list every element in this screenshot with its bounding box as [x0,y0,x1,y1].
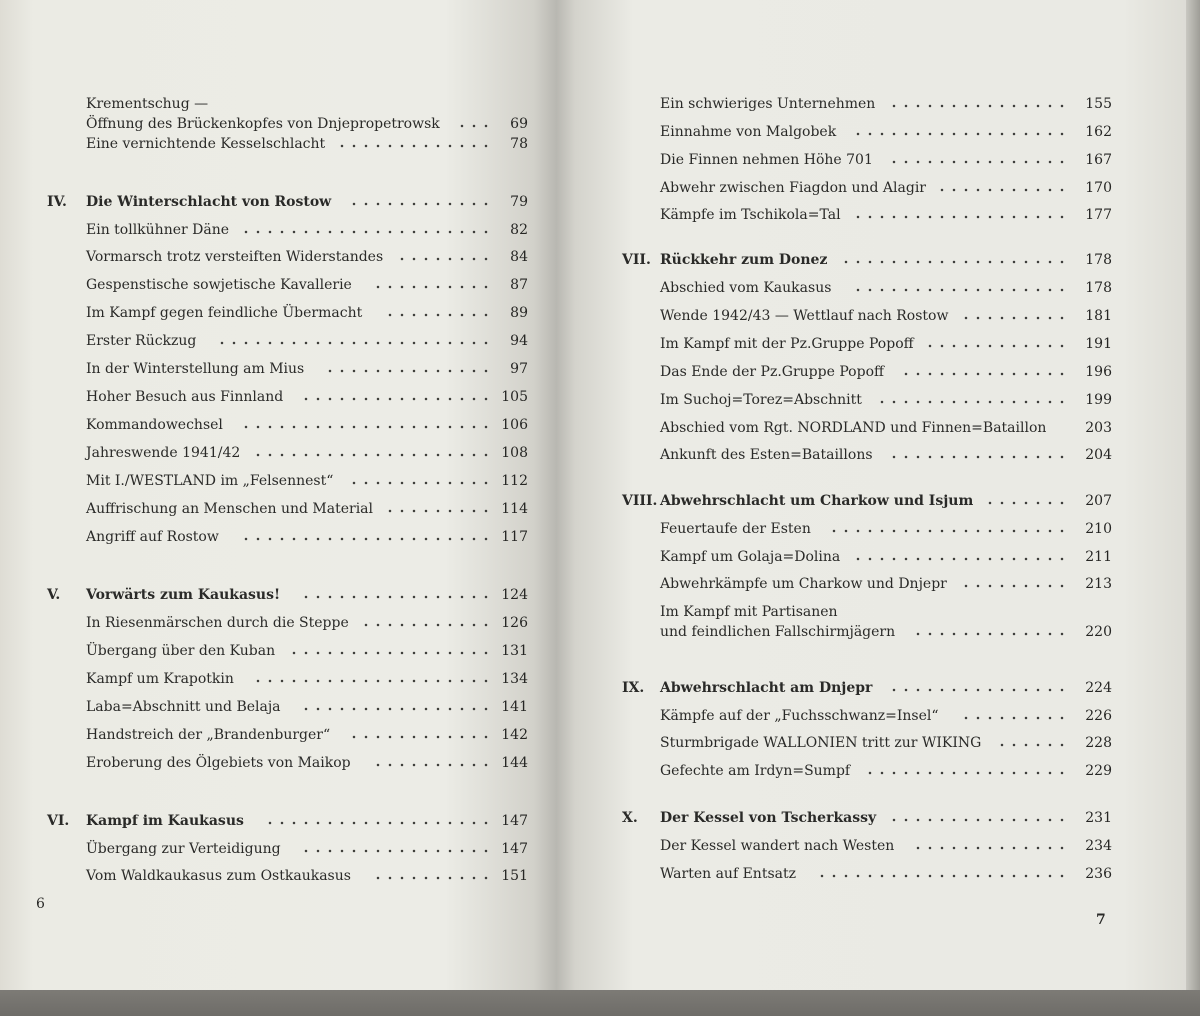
page-number: 144 [501,755,528,771]
entry-title: Handstreich der „Brandenburger“ [86,727,331,743]
toc-entry [0,152,1200,170]
entry-title: Das Ende der Pz.Gruppe Popoff [660,364,884,380]
page-number: 177 [1085,207,1112,223]
page-number: 147 [501,813,528,829]
toc-entry [0,420,1200,438]
page-number: 87 [510,277,528,293]
dot-leader [828,526,1064,536]
dot-leader [960,713,1064,723]
table-shadow [0,990,1200,1016]
page-number: 236 [1085,866,1112,882]
page-number: 147 [501,841,528,857]
dot-leader [816,871,1064,881]
page-number: 231 [1085,810,1112,826]
page-number: 84 [510,249,528,265]
entry-title: Einnahme von Malgobek [660,124,837,140]
entry-title: Laba=Abschnitt und Belaja [86,699,281,715]
page-number: 82 [510,222,528,238]
toc-entry [0,364,1200,382]
page-number: 178 [1085,280,1112,296]
dot-leader [960,313,1064,323]
entry-title: Gefechte am Irdyn=Sumpf [660,763,851,779]
entry-title: Hoher Besuch aus Finnland [86,389,284,405]
entry-title: Kampf um Golaja=Dolina [660,549,841,565]
page-number: 141 [501,699,528,715]
entry-title: Im Suchoj=Torez=Abschnitt [660,392,862,408]
entry-title: Rückkehr zum Donez [660,252,828,268]
entry-title: Übergang über den Kuban [86,643,276,659]
page-number: 213 [1085,576,1112,592]
page-number: 94 [510,333,528,349]
dot-leader [912,629,1064,639]
toc-entry [0,866,1200,884]
entry-title: Warten auf Entsatz [660,866,796,882]
entry-title: Die Finnen nehmen Höhe 701 [660,152,873,168]
page-number: 162 [1085,124,1112,140]
page-number: 89 [510,305,528,321]
page-number: 228 [1085,735,1112,751]
entry-title: Auffrischung an Menschen und Material [86,501,374,517]
toc-entry [0,604,1200,640]
page-number: 226 [1085,708,1112,724]
page-number: 106 [501,417,528,433]
page-number: 114 [501,501,528,517]
page-number: 108 [501,445,528,461]
chapter-number: VII. [622,252,651,268]
dot-leader [924,341,1064,351]
entry-title: Kampf im Kaukasus [86,813,244,829]
entry-title: Gespenstische sowjetische Kavallerie [86,277,352,293]
toc-entry [0,180,1200,198]
toc-entry [0,708,1200,726]
dot-leader [852,212,1064,222]
dot-leader [888,157,1064,167]
entry-title: Eroberung des Ölgebiets von Maikop [86,755,351,771]
entry-title-continued: und feindlichen Fallschirmjägern [660,624,896,640]
dot-leader [348,478,490,488]
entry-title: Vormarsch trotz versteiften Widerstandes [86,249,384,265]
entry-title: In Riesenmärschen durch die Steppe [86,615,349,631]
entry-title: Übergang zur Verteidigung [86,841,281,857]
page-number: 79 [510,194,528,210]
page-number: 134 [501,671,528,687]
dot-leader [336,141,490,151]
entry-title-continued: Öffnung des Brückenkopfes von Dnjepropetrowsk [86,116,440,132]
entry-title: Im Kampf gegen feindliche Übermacht [86,305,363,321]
entry-title: Im Kampf mit der Pz.Gruppe Popoff [660,336,914,352]
page-number: 229 [1085,763,1112,779]
toc-entry [0,336,1200,354]
page-number: 170 [1085,180,1112,196]
entry-title: In der Winterstellung am Mius [86,361,305,377]
page-number: 234 [1085,838,1112,854]
entry-title: Vom Waldkaukasus zum Ostkaukasus [86,868,351,884]
page-number: 199 [1085,392,1112,408]
entry-title: Abschied vom Kaukasus [660,280,832,296]
page-number: 105 [501,389,528,405]
entry-title: Mit I./WESTLAND im „Felsennest“ [86,473,334,489]
page-number: 181 [1085,308,1112,324]
dot-leader [960,581,1064,591]
toc-chapter-heading [0,680,1200,698]
entry-title: Abwehrschlacht um Charkow und Isjum [660,493,974,509]
entry-title: Der Kessel von Tscherkassy [660,810,877,826]
chapter-number: X. [622,810,638,826]
dot-leader [852,285,1064,295]
page-number: 211 [1085,549,1112,565]
page-number: 224 [1085,680,1112,696]
dot-leader [876,397,1064,407]
chapter-number: VIII. [622,493,658,509]
toc-entry [0,549,1200,567]
page-number: 117 [501,529,528,545]
entry-title: Sturmbrigade WALLONIEN tritt zur WIKING [660,735,982,751]
dot-leader [888,452,1064,462]
toc-entry [0,643,1200,661]
entry-title: Erster Rückzug [86,333,197,349]
page-number: 142 [501,727,528,743]
entry-title: Kommandowechsel [86,417,223,433]
page-number: 97 [510,361,528,377]
toc-entry [0,280,1200,298]
page-number: 178 [1085,252,1112,268]
toc-entry [0,96,1200,114]
entry-title: Abwehrschlacht am Dnjepr [660,680,873,696]
page-number: 112 [501,473,528,489]
toc-entry [0,308,1200,326]
toc-chapter-heading [0,810,1200,828]
toc-entry [0,521,1200,539]
entry-title: Abwehr zwischen Fiagdon und Alagir [660,180,926,196]
entry-title: Angriff auf Rostow [86,529,219,545]
page-number: 155 [1085,96,1112,112]
chapter-number: IX. [622,680,645,696]
dot-leader [888,815,1064,825]
page-number: 126 [501,615,528,631]
chapter-number: V. [47,587,61,603]
entry-title: Ankunft des Esten=Bataillons [660,447,873,463]
entry-title: Der Kessel wandert nach Westen [660,838,895,854]
dot-leader [288,648,490,658]
dot-leader [888,101,1064,111]
entry-title: Im Kampf mit Partisanen [660,604,838,620]
toc-chapter-heading [0,493,1200,511]
toc-entry [0,735,1200,753]
entry-title: Kämpfe auf der „Fuchsschwanz=Insel“ [660,708,939,724]
toc-entry [0,392,1200,410]
entry-title: Vorwärts zum Kaukasus! [86,587,281,603]
page-number: 151 [501,868,528,884]
page-number: 204 [1085,447,1112,463]
right-page-number: 7 [1096,912,1106,928]
page-number: 124 [501,587,528,603]
dot-leader [840,257,1064,267]
toc-entry [0,838,1200,856]
dot-leader [912,843,1064,853]
dot-leader [864,768,1064,778]
page-number: 69 [510,116,528,132]
dot-leader [888,685,1064,695]
dot-leader [984,498,1064,508]
page-number: 167 [1085,152,1112,168]
dot-leader [852,129,1064,139]
entry-title: Eine vernichtende Kesselschlacht [86,136,326,152]
dot-leader [852,554,1064,564]
page-number: 210 [1085,521,1112,537]
entry-title: Abschied vom Rgt. NORDLAND und Finnen=Bataillon [660,420,1047,436]
toc-chapter-heading [0,252,1200,270]
page-number: 78 [510,136,528,152]
toc-entry [0,763,1200,781]
toc-entry [0,447,1200,465]
toc-entry [0,576,1200,594]
page-number: 207 [1085,493,1112,509]
toc-entry [0,473,1200,491]
entry-title: Abwehrkämpfe um Charkow und Dnjepr [660,576,947,592]
page-number: 191 [1085,336,1112,352]
entry-title: Ein schwieriges Unternehmen [660,96,876,112]
left-page-number: 6 [36,896,45,912]
entry-title: Kämpfe im Tschikola=Tal [660,207,841,223]
dot-leader [996,740,1064,750]
entry-title: Krementschug — [86,96,209,112]
chapter-number: IV. [47,194,67,210]
page-number: 220 [1085,624,1112,640]
entry-title: Ein tollkühner Däne [86,222,230,238]
entry-title: Wende 1942/43 — Wettlauf nach Rostow [660,308,949,324]
entry-title: Die Winterschlacht von Rostow [86,194,332,210]
toc-entry [0,207,1200,225]
dot-leader [936,185,1064,195]
toc-entry [0,124,1200,142]
entry-title: Jahreswende 1941/42 [86,445,241,461]
page-number: 131 [501,643,528,659]
entry-title: Feuertaufe der Esten [660,521,811,537]
dot-leader [240,227,490,237]
page-number: 196 [1085,364,1112,380]
page-number: 203 [1085,420,1112,436]
entry-title: Kampf um Krapotkin [86,671,234,687]
dot-leader [900,369,1064,379]
chapter-number: VI. [47,813,70,829]
